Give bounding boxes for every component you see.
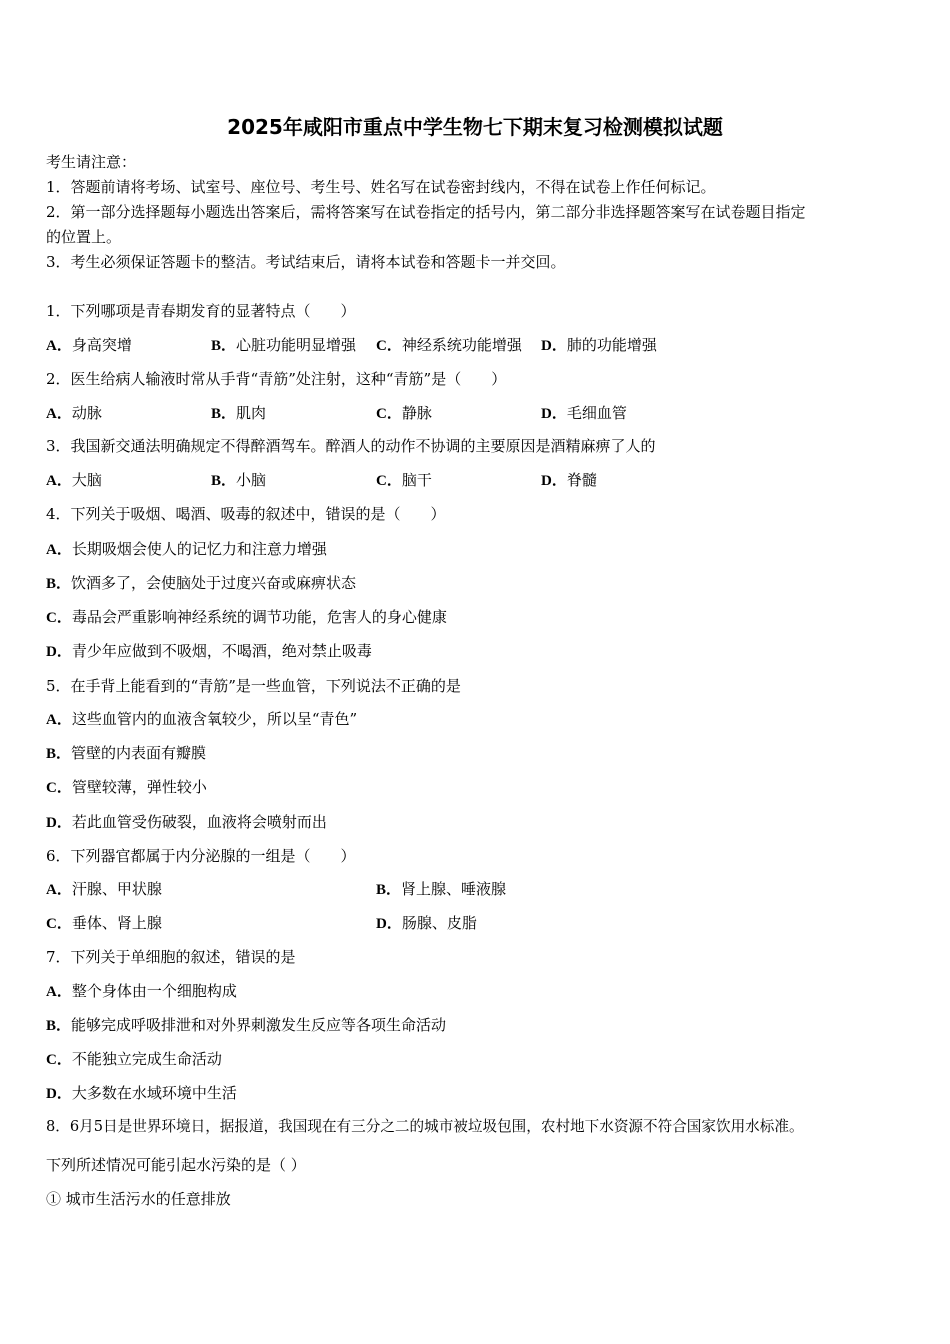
- option-key: C．: [376, 406, 402, 422]
- exam-title: 2025年咸阳市重点中学生物七下期末复习检测模拟试题: [227, 115, 723, 139]
- option-key: C．: [46, 780, 72, 796]
- option-text: 小脑: [236, 471, 267, 489]
- option-b: [46, 573, 356, 594]
- option-text: 汗腺、甲状腺: [71, 880, 162, 898]
- option-c: [46, 607, 447, 628]
- option-key: C．: [376, 338, 402, 354]
- option-c: [46, 777, 207, 798]
- option-text: 管壁较薄，弹性较小: [71, 778, 207, 796]
- option-b: [46, 743, 206, 764]
- option-d: [541, 403, 627, 424]
- option-d: [46, 641, 372, 662]
- option-text: 这些血管内的血液含氧较少，所以呈“青色”: [71, 710, 358, 728]
- option-text: 大多数在水域环境中生活: [71, 1084, 237, 1102]
- question-stem: 3．我国新交通法明确规定不得醉酒驾车。醉酒人的动作不协调的主要原因是酒精麻痹了人的: [46, 437, 656, 455]
- question-stem: 8．6月5日是世界环境日，据报道，我国现在有三分之二的城市被垃圾包围，农村地下水资源不符合国家饮用水标准。: [46, 1118, 804, 1135]
- option-text: 垂体、肾上腺: [71, 914, 162, 932]
- option-a: [46, 981, 237, 1002]
- option-key: B．: [46, 1018, 72, 1034]
- option-key: A．: [46, 542, 72, 558]
- option-text: 毒品会严重影响神经系统的调节功能，危害人的身心健康: [71, 608, 447, 626]
- option-key: D．: [46, 644, 72, 660]
- option-a: [46, 335, 132, 356]
- option-text: 肌肉: [236, 404, 267, 422]
- option-key: B．: [211, 473, 237, 489]
- option-key: D．: [376, 916, 402, 932]
- option-text: 脊髓: [566, 471, 597, 489]
- option-d: [541, 335, 657, 356]
- notice-item: 的位置上。: [46, 228, 122, 246]
- option-a: [46, 470, 102, 491]
- option-key: A．: [46, 984, 72, 1000]
- option-key: B．: [211, 338, 237, 354]
- question-item: ① 城市生活污水的任意排放: [46, 1190, 231, 1208]
- option-key: D．: [541, 406, 567, 422]
- option-key: D．: [46, 815, 72, 831]
- option-c: [376, 470, 432, 491]
- option-b: [211, 470, 266, 491]
- option-d: [46, 812, 327, 833]
- option-d: [46, 1083, 237, 1104]
- option-text: 青少年应做到不吸烟，不喝酒，绝对禁止吸毒: [71, 642, 372, 660]
- option-key: B．: [46, 576, 72, 592]
- option-key: C．: [46, 1052, 72, 1068]
- option-text: 管壁的内表面有瓣膜: [71, 744, 207, 762]
- option-key: D．: [541, 473, 567, 489]
- option-b: [376, 879, 506, 900]
- question-stem: 6．下列器官都属于内分泌腺的一组是（ ）: [46, 847, 356, 865]
- option-text: 整个身体由一个细胞构成: [71, 982, 237, 1000]
- option-b: [211, 403, 266, 424]
- option-a: [46, 403, 102, 424]
- option-text: 不能独立完成生命活动: [71, 1050, 222, 1068]
- option-key: C．: [46, 916, 72, 932]
- notice-item: 3．考生必须保证答题卡的整洁。考试结束后，请将本试卷和答题卡一并交回。: [46, 253, 566, 271]
- notice-item: 1．答题前请将考场、试室号、座位号、考生号、姓名写在试卷密封线内，不得在试卷上作任何标记。: [46, 178, 716, 196]
- option-a: [46, 709, 357, 730]
- option-text: 心脏功能明显增强: [236, 336, 357, 354]
- option-d: [541, 470, 597, 491]
- question-stem: 4．下列关于吸烟、喝酒、吸毒的叙述中，错误的是（ ）: [46, 505, 446, 523]
- option-text: 饮酒多了，会使脑处于过度兴奋或麻痹状态: [71, 574, 357, 592]
- option-d: [376, 913, 477, 934]
- option-text: 脑干: [401, 471, 432, 489]
- option-c: [376, 335, 522, 356]
- option-text: 肺的功能增强: [566, 336, 657, 354]
- option-key: C．: [376, 473, 402, 489]
- option-key: D．: [46, 1086, 72, 1102]
- option-text: 静脉: [401, 404, 432, 422]
- option-key: C．: [46, 610, 72, 626]
- option-text: 大脑: [71, 471, 102, 489]
- option-c: [46, 913, 162, 934]
- notice-item: 2．第一部分选择题每小题选出答案后，需将答案写在试卷指定的括号内，第二部分非选择题答案写在试卷题目指定: [46, 203, 806, 221]
- option-key: D．: [541, 338, 567, 354]
- option-text: 能够完成呼吸排泄和对外界刺激发生反应等各项生命活动: [71, 1016, 447, 1034]
- option-text: 动脉: [71, 404, 102, 422]
- option-text: 毛细血管: [566, 404, 627, 422]
- option-key: B．: [376, 882, 402, 898]
- option-text: 神经系统功能增强: [401, 336, 522, 354]
- notice-heading: 考生请注意：: [46, 153, 137, 171]
- question-stem: 2．医生给病人输液时常从手背“青筋”处注射，这种“青筋”是（ ）: [46, 370, 507, 388]
- option-a: [46, 879, 162, 900]
- option-key: A．: [46, 712, 72, 728]
- option-key: A．: [46, 473, 72, 489]
- question-stem: 5．在手背上能看到的“青筋”是一些血管，下列说法不正确的是: [46, 677, 461, 695]
- option-a: [46, 539, 327, 560]
- option-b: [211, 335, 356, 356]
- option-key: A．: [46, 338, 72, 354]
- option-c: [46, 1049, 222, 1070]
- option-text: 肾上腺、唾液腺: [401, 880, 507, 898]
- option-text: 长期吸烟会使人的记忆力和注意力增强: [71, 540, 327, 558]
- option-key: B．: [211, 406, 237, 422]
- question-stem-continued: 下列所述情况可能引起水污染的是（ ）: [46, 1156, 306, 1174]
- option-key: A．: [46, 882, 72, 898]
- option-b: [46, 1015, 446, 1036]
- option-text: 若此血管受伤破裂，血液将会喷射而出: [71, 813, 327, 831]
- question-stem: 7．下列关于单细胞的叙述，错误的是: [46, 948, 296, 966]
- option-text: 肠腺、皮脂: [401, 914, 477, 932]
- question-stem: 1．下列哪项是青春期发育的显著特点（ ）: [46, 302, 356, 320]
- option-key: A．: [46, 406, 72, 422]
- option-text: 身高突增: [71, 336, 132, 354]
- option-key: B．: [46, 746, 72, 762]
- option-c: [376, 403, 432, 424]
